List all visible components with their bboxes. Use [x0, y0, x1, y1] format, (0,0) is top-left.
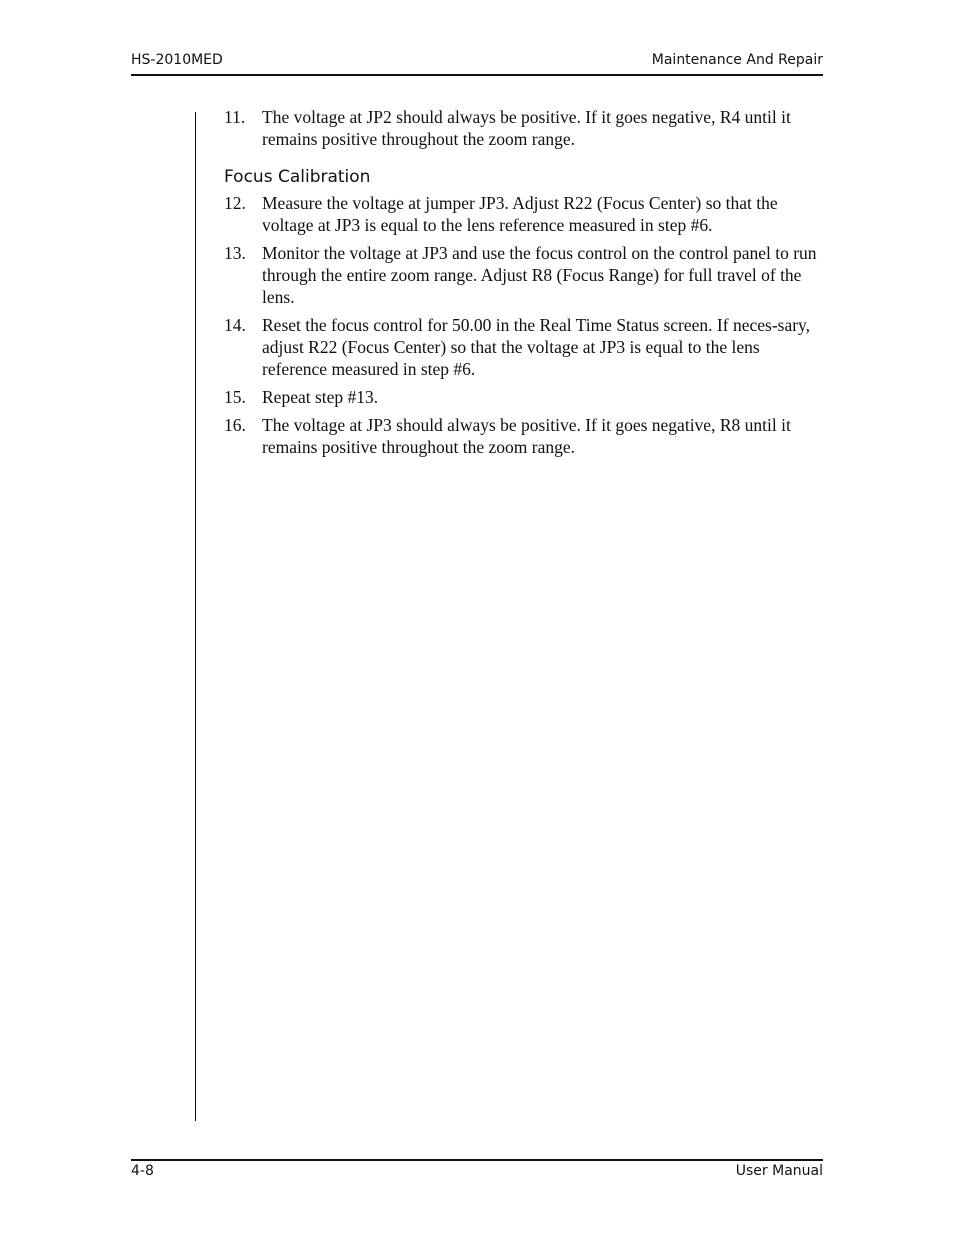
step-item: [224, 414, 824, 458]
page-footer: [131, 1159, 823, 1185]
step-number: 13.: [224, 243, 246, 263]
step-text: Monitor the voltage at JP3 and use the focus control on the control panel to run through the entire zoom range. Adjust R8 (Focus Range) for full travel of the lens.: [262, 243, 817, 307]
step-text: Repeat step #13.: [262, 387, 379, 407]
step-item: [224, 192, 824, 236]
step-number: 11.: [224, 107, 246, 127]
step-number: 14.: [224, 315, 246, 335]
step-text: The voltage at JP3 should always be positive. If it goes negative, R8 until it remains positive throughout the zoom range.: [262, 415, 791, 457]
step-number: 16.: [224, 415, 246, 435]
step-number: 15.: [224, 387, 246, 407]
step-text: Reset the focus control for 50.00 in the Real Time Status screen. If neces-sary, adjust R22 (Focus Center) so that the voltage at JP3 is equal to the lens reference measured in step #6.: [262, 315, 811, 379]
step-item: [224, 314, 824, 380]
step-text: The voltage at JP2 should always be positive. If it goes negative, R4 until it remains positive throughout the zoom range.: [262, 107, 791, 149]
margin-rule: [195, 112, 196, 1121]
step-item: [224, 242, 824, 308]
step-item: [224, 106, 824, 150]
header-product-name: HS-2010MED: [131, 52, 223, 68]
step-number: 12.: [224, 193, 246, 213]
header-chapter-title: Maintenance And Repair: [651, 52, 823, 68]
page-header: [131, 50, 823, 76]
section-heading: Focus Calibration: [224, 167, 371, 187]
footer-document-title: User Manual: [735, 1163, 823, 1179]
page-number: 4-8: [131, 1163, 154, 1179]
step-text: Measure the voltage at jumper JP3. Adjust R22 (Focus Center) so that the voltage at JP3 is equal to the lens reference measured in step #6.: [262, 193, 778, 235]
page-content: [224, 106, 824, 464]
step-item: [224, 386, 824, 408]
